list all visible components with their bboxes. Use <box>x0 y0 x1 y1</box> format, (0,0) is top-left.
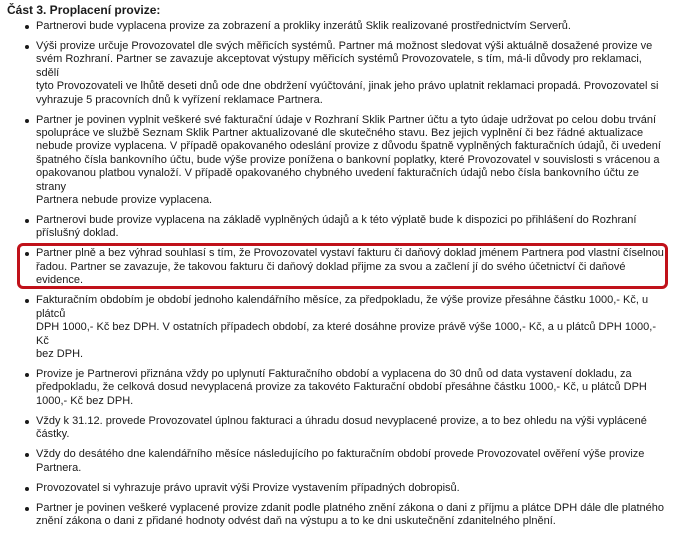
bullet-icon <box>25 45 29 49</box>
bullet-icon <box>25 252 29 256</box>
list-item <box>0 368 675 408</box>
section-title: Část 3. Proplacení provize: <box>7 3 161 17</box>
list-item <box>0 482 675 495</box>
list-item <box>0 415 675 442</box>
list-item-text: Partner plně a bez výhrad souhlasí s tím, že Provozovatel vystaví fakturu či daňový doklad jménem Partnera pod vlastní číselnou řadou. Partner se zavazuje, že takovou fakturu či daňový doklad přijme za svou a začlení jí do svého účetnictví či daňové evidence. <box>36 247 664 287</box>
list-item-text: Partner je povinen vyplnit veškeré své fakturační údaje v Rozhraní Sklik Partner účtu a tyto údaje udržovat po celou dobu trvání spolupráce ve službě Seznam Sklik Partner aktualizované dle skutečného stavu. Bez jejich vyplnění či bez řádné aktualizace nebude provize vyplacena. V případě opakovaného odeslání provize z důvodu špatně vyplněných fakturačních údajů, či uvedení špatného čísla bankovního účtu, bude výše provize ponížena o bankovní poplatky, které Provozovatel v souvislosti s vrácenou a opakovanou platbou vynaloží. V případě opakovaného chybného uvedení fakturačních údajů nebo čísla bankovního účtu ze strany Partnera nebude provize vyplacena. <box>36 113 661 207</box>
list-item-text: Vždy k 31.12. provede Provozovatel úplnou fakturaci a úhradu dosud nevyplacené provize, a to bez ohledu na výši vyplácené částky. <box>36 414 647 441</box>
bullet-icon <box>25 420 29 424</box>
list-item-text: Fakturačním obdobím je období jednoho kalendářního měsíce, za předpokladu, že výše provize přesáhne částku 1000,- Kč, u plátců DPH 1000,- Kč bez DPH. V ostatních případech období, za které dosáhne provize právě výše 1000,- Kč, a u plátců DPH 1000,- Kč bez DPH. <box>36 294 657 360</box>
list-item-text: Provize je Partnerovi přiznána vždy po uplynutí Fakturačního období a vyplacena do 30 dnů od data vystavení dokladu, za předpokladu, že celková dosud nevyplacená provize za takovéto Fakturační období přesáhne částku 1000,- Kč, u plátců DPH 1000,- Kč bez DPH. <box>36 367 647 407</box>
list-item-text: Partner je povinen veškeré vyplacené provize zdanit podle platného znění zákona o dani z příjmu a plátce DPH dále dle platného znění zákona o dani z přidané hodnoty odvést daň na výstupu a to ke dni uskutečnění zdanitelného plnění. <box>36 501 665 527</box>
bullet-icon <box>25 487 29 491</box>
bullet-icon <box>25 453 29 457</box>
bullet-icon <box>25 219 29 223</box>
list-item-text: Partnerovi bude provize vyplacena na základě vyplněných údajů a k této výplatě bude k dispozici po přihlášení do Rozhraní příslušný doklad. <box>36 214 637 240</box>
list-item <box>0 294 675 361</box>
list-item-text: Výši provize určuje Provozovatel dle svých měřicích systémů. Partner má možnost sledovat výši aktuálně dosažené provize ve svém Rozhraní. Partner se zavazuje akceptovat výstupy měřicích systémů Provozovatele, s tím, má-li důvody pro reklamaci, sdělí tyto Provozovateli ve lhůtě deseti dnů ode dne obdržení vyúčtování, jinak jeho právo uplatnit reklamaci propadá. Provozovatel si vyhrazuje 5 pracovních dnů k vyřízení reklamace Partnera. <box>36 40 659 106</box>
list-item-text: Partnerovi bude vyplacena provize za zobrazení a prokliky inzerátů Sklik realizované prostřednictvím Serverů. <box>36 20 571 32</box>
bullet-icon <box>25 299 29 303</box>
bullet-icon <box>25 25 29 29</box>
bullet-icon <box>25 119 29 123</box>
list-item <box>0 502 675 529</box>
list-item <box>0 20 675 33</box>
list-item-highlighted <box>0 247 675 287</box>
provision-list <box>0 20 675 535</box>
list-item-text: Vždy do desátého dne kalendářního měsíce následujícího po fakturačním období provede Provozovatel ověření výše provize Partnera. <box>36 448 645 474</box>
list-item <box>0 214 675 241</box>
bullet-icon <box>25 373 29 377</box>
list-item <box>0 40 675 107</box>
list-item-text: Provozovatel si vyhrazuje právo upravit výši Provize vystavením případných dobropisů. <box>36 481 460 494</box>
list-item <box>0 448 675 475</box>
list-item <box>0 114 675 208</box>
bullet-icon <box>25 507 29 511</box>
